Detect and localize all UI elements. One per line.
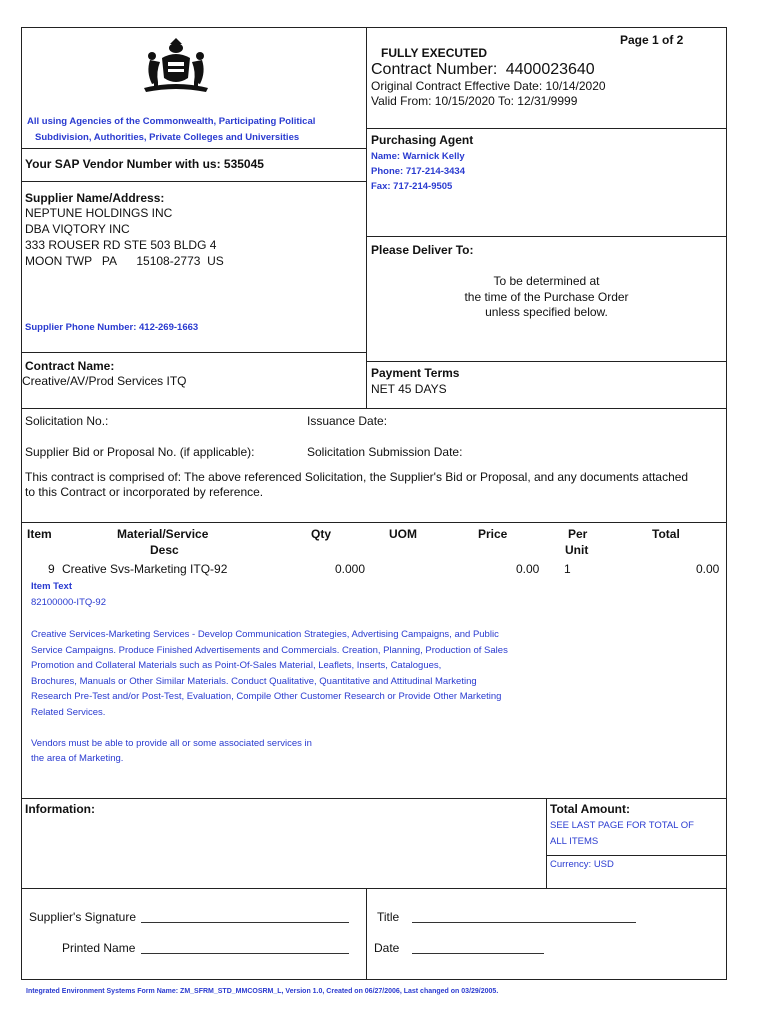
supplier-heading: Supplier Name/Address: <box>25 191 165 205</box>
status-label: FULLY EXECUTED <box>381 46 488 60</box>
col-per-header-2: Unit <box>565 543 589 557</box>
comprised-line-1: This contract is comprised of: The above referenced Solicitation, the Supplier's Bid or Proposal, and any documents attached <box>25 470 689 484</box>
divider <box>366 888 367 980</box>
divider <box>366 361 727 362</box>
divider <box>366 128 727 129</box>
deliver-line-2: the time of the Purchase Order <box>464 290 629 304</box>
date-line[interactable] <box>412 953 544 954</box>
divider <box>21 798 727 799</box>
agent-fax: Fax: 717-214-9505 <box>371 181 453 192</box>
col-price-header: Price <box>478 527 508 541</box>
purchasing-agent-heading: Purchasing Agent <box>371 133 474 147</box>
row-item: 9 <box>48 562 55 576</box>
divider <box>546 855 727 856</box>
vendor-note-line-1: Vendors must be able to provide all or some associated services in <box>31 738 312 749</box>
contract-name-heading: Contract Name: <box>25 359 115 373</box>
solicitation-no-label: Solicitation No.: <box>25 414 109 428</box>
col-desc-header-1: Material/Service <box>117 527 209 541</box>
deliver-heading: Please Deliver To: <box>371 243 474 257</box>
item-code: 82100000-ITQ-92 <box>31 597 106 608</box>
payment-terms-heading: Payment Terms <box>371 366 460 380</box>
col-item-header: Item <box>27 527 52 541</box>
agent-name: Name: Warnick Kelly <box>371 151 465 162</box>
total-note-line-2: ALL ITEMS <box>550 836 599 847</box>
row-desc: Creative Svs-Marketing ITQ-92 <box>62 562 228 576</box>
deliver-line-1: To be determined at <box>493 274 600 288</box>
printed-name-label: Printed Name <box>62 941 136 955</box>
comprised-line-2: to this Contract or incorporated by reference. <box>25 485 264 499</box>
submission-date-label: Solicitation Submission Date: <box>307 445 463 459</box>
divider <box>366 236 727 237</box>
payment-terms-value: NET 45 DAYS <box>371 382 447 396</box>
row-qty: 0.000 <box>335 562 366 576</box>
description-line: Service Campaigns. Produce Finished Advertisements and Commercials. Creation, Planning, Production of Sales <box>31 644 508 656</box>
col-qty-header: Qty <box>311 527 332 541</box>
issuance-date-label: Issuance Date: <box>307 414 388 428</box>
valid-dates: Valid From: 10/15/2020 To: 12/31/9999 <box>371 94 578 108</box>
divider <box>21 352 366 353</box>
supplier-phone: Supplier Phone Number: 412-269-1663 <box>25 322 199 333</box>
vendor-number: Your SAP Vendor Number with us: 535045 <box>25 157 264 171</box>
supplier-bid-label: Supplier Bid or Proposal No. (if applicable): <box>25 445 255 459</box>
title-label: Title <box>377 910 400 924</box>
divider <box>21 522 727 523</box>
supplier-line-4: MOON TWP PA 15108-2773 US <box>25 254 224 268</box>
date-label: Date <box>374 941 400 955</box>
description-line: Related Services. <box>31 706 106 718</box>
agent-phone: Phone: 717-214-3434 <box>371 166 465 177</box>
printed-name-line[interactable] <box>141 953 349 954</box>
col-per-header-1: Per <box>568 527 588 541</box>
contract-number: 4400023640 <box>505 61 595 78</box>
supplier-line-2: DBA VIQTORY INC <box>25 222 130 236</box>
col-uom-header: UOM <box>389 527 417 541</box>
divider <box>21 148 366 149</box>
description-line: Brochures, Manuals or Other Similar Materials. Conduct Qualitative, Quantitative and Attitudinal Marketing <box>31 675 477 687</box>
vendor-note-line-2: the area of Marketing. <box>31 753 124 764</box>
supplier-signature-line[interactable] <box>141 922 349 923</box>
contract-number-line <box>371 61 595 79</box>
title-line[interactable] <box>412 922 636 923</box>
supplier-signature-label: Supplier's Signature <box>29 910 137 924</box>
commonwealth-seal-icon <box>140 38 212 94</box>
contract-number-label: Contract Number: <box>371 61 498 78</box>
divider <box>21 888 727 889</box>
description-line: Promotion and Collateral Materials such as Point-Of-Sales Material, Leaflets, Inserts, Catalogues, <box>31 660 442 672</box>
divider <box>21 408 727 409</box>
item-text-label: Item Text <box>31 581 73 592</box>
item-description <box>31 627 721 721</box>
col-total-header: Total <box>652 527 680 541</box>
total-amount-heading: Total Amount: <box>550 802 630 816</box>
supplier-line-3: 333 ROUSER RD STE 503 BLDG 4 <box>25 238 217 252</box>
form-footer: Integrated Environment Systems Form Name: ZM_SFRM_STD_MMCOSRM_L, Version 1.0, Created on 06/27/2006, Last changed on 03/29/2005. <box>26 988 499 995</box>
supplier-line-1: NEPTUNE HOLDINGS INC <box>25 206 173 220</box>
contract-name-value: Creative/AV/Prod Services ITQ <box>22 374 187 388</box>
page-number: Page 1 of 2 <box>620 33 684 47</box>
divider <box>21 181 366 182</box>
total-note-line-1: SEE LAST PAGE FOR TOTAL OF <box>550 820 694 831</box>
col-desc-header-2: Desc <box>150 543 179 557</box>
row-per: 1 <box>564 562 571 576</box>
original-effective-date: Original Contract Effective Date: 10/14/2020 <box>371 79 606 93</box>
deliver-line-3: unless specified below. <box>485 305 608 319</box>
row-price: 0.00 <box>516 562 540 576</box>
description-line: Creative Services-Marketing Services - Develop Communication Strategies, Advertising Campaigns, and Public <box>31 629 499 640</box>
agencies-line-1: All using Agencies of the Commonwealth, Participating Political <box>27 116 316 127</box>
divider <box>546 798 547 888</box>
information-label: Information: <box>25 802 95 816</box>
agencies-line-2: Subdivision, Authorities, Private Colleges and Universities <box>35 132 300 143</box>
divider <box>366 27 367 408</box>
currency: Currency: USD <box>550 859 614 870</box>
description-line: Research Pre-Test and/or Post-Test, Evaluation, Compile Other Customer Research or Provide Other Marketing <box>31 691 502 703</box>
row-total: 0.00 <box>696 562 720 576</box>
